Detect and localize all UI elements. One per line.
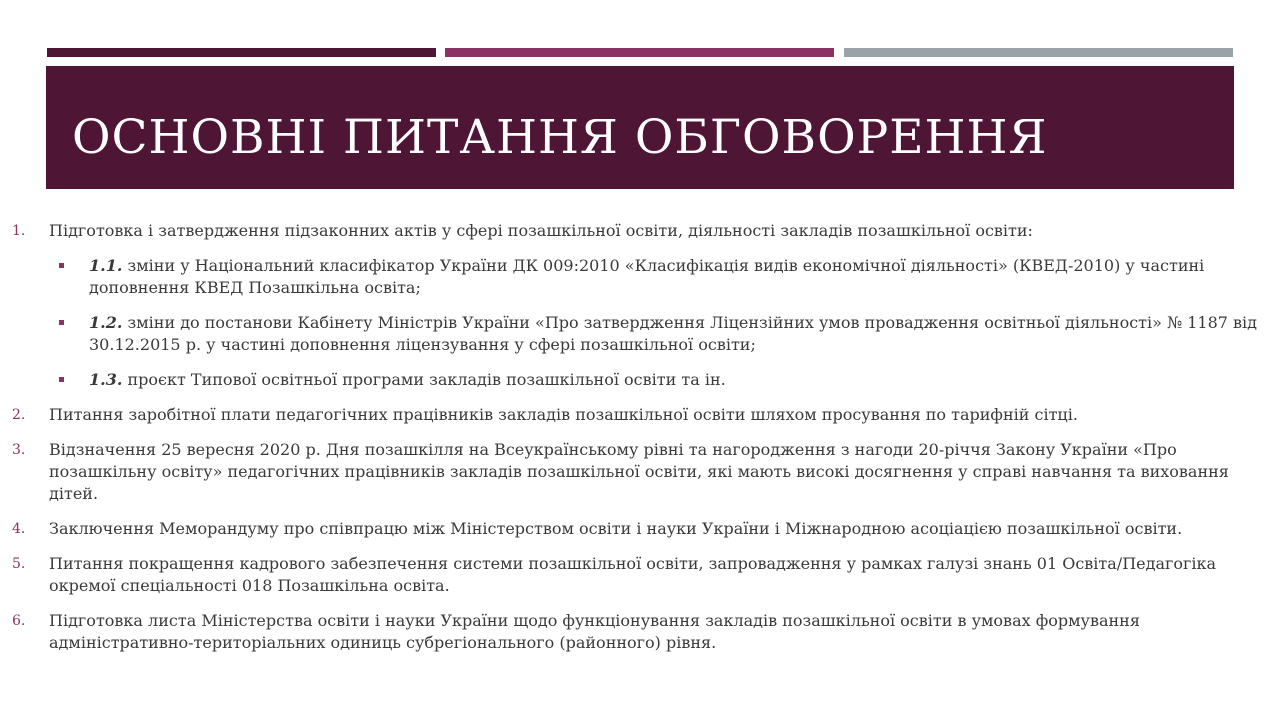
decor-bar-gray [844,48,1233,57]
sub-list-item [12,255,1262,299]
square-bullet-icon [59,320,64,325]
list-item [12,553,1262,597]
sub-list-item [12,369,1262,391]
sub-item-number: 1.2. [89,313,123,332]
sub-item-text: зміни у Національний класифікатор України ДК 009:2010 «Класифікація видів економічної діяльності» (КВЕД-2010) у частині доповнення КВЕД Позашкільна освіта; [89,256,1205,297]
sub-list-item [12,312,1262,356]
item-number: 2. [12,407,26,423]
item-text: Відзначення 25 вересня 2020 р. Дня позашкілля на Всеукраїнському рівні та нагородження з нагоди 20-річчя Закону України «Про позашкільну освіту» педагогічних працівників закладів позашкільної освіти, які мають високі досягнення у справі навчання та виховання дітей. [49,440,1229,503]
square-bullet-icon [59,377,64,382]
square-bullet-icon [59,263,64,268]
sub-item-number: 1.3. [89,370,123,389]
list-item [12,518,1262,540]
sub-item-text: проєкт Типової освітньої програми закладів позашкільної освіти та ін. [122,370,726,389]
item-number: 3. [12,442,26,458]
item-text: Питання заробітної плати педагогічних працівників закладів позашкільної освіти шляхом просування по тарифній сітці. [49,405,1078,424]
list-item [12,220,1262,242]
title-band [46,66,1234,189]
decor-bar-accent [445,48,834,57]
item-number: 5. [12,556,26,572]
sub-item-number: 1.1. [89,256,123,275]
item-text: Питання покращення кадрового забезпечення системи позашкільної освіти, запровадження у рамках галузі знань 01 Освіта/Педагогіка окремої спеціальності 018 Позашкільна освіта. [49,554,1217,595]
item-number: 6. [12,613,26,629]
agenda-list [12,220,1262,667]
item-text: Заключення Меморандуму про співпрацю між Міністерством освіти і науки України і Міжнародною асоціацією позашкільної освіти. [49,519,1183,538]
slide-title: ОСНОВНІ ПИТАННЯ ОБГОВОРЕННЯ [72,110,1048,165]
decor-bar-dark [47,48,436,57]
sub-item-text: зміни до постанови Кабінету Міністрів України «Про затвердження Ліцензійних умов провадження освітньої діяльності» № 1187 від 30.12.2015 р. у частині доповнення ліцензування у сфері позашкільної освіти; [89,313,1258,354]
item-text: Підготовка листа Міністерства освіти і науки України щодо функціонування закладів позашкільної освіти в умовах формування адміністративно-територіальних одиниць субрегіонального (районного) рівня. [49,611,1140,652]
list-item [12,404,1262,426]
list-item [12,610,1262,654]
item-text: Підготовка і затвердження підзаконних актів у сфері позашкільної освіти, діяльності закладів позашкільної освіти: [49,221,1033,240]
item-number: 4. [12,521,26,537]
item-number: 1. [12,223,26,239]
list-item [12,439,1262,505]
